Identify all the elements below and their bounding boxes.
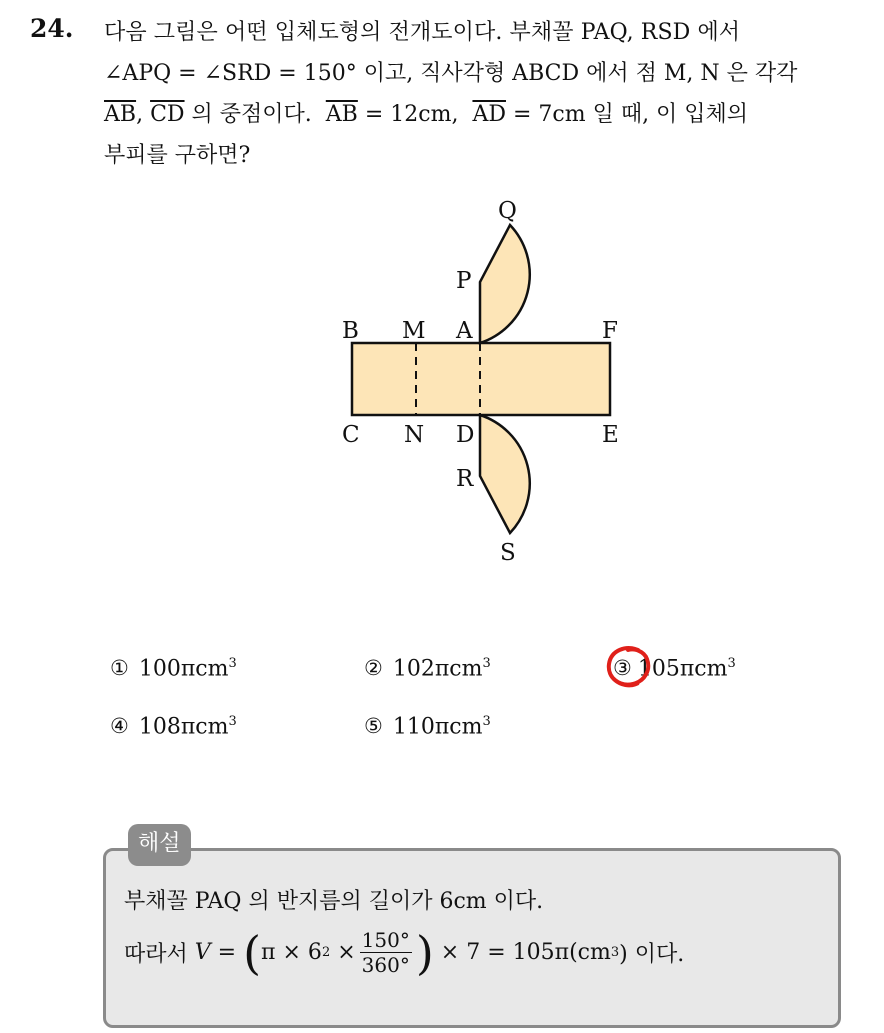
question-line-1: 다음 그림은 어떤 입체도형의 전개도이다. 부채꼴 PAQ, RSD 에서 [104,20,741,45]
sector-paq [480,225,530,343]
label-e: E [602,422,619,448]
solution-line-1: 부채꼴 PAQ 의 반지름의 길이가 6cm 이다. [124,889,544,914]
label-m: M [402,318,426,344]
pi-term: π × 6 [261,940,322,965]
segment-ab-overline-2: $\overline{AB}$ [325,102,358,127]
label-s: S [500,540,516,566]
question-text [104,12,864,176]
choice-2[interactable]: ② 102πcm$^3$ [364,656,491,682]
net-diagram [330,190,630,580]
question-line-4: 부피를 구하면? [104,143,251,168]
ab-length: = 12cm, [357,102,459,127]
solution-prefix: 따라서 [124,942,188,967]
segment-ad-overline: $\overline{AD}$ [472,102,506,127]
left-paren: ( [243,925,262,980]
label-q: Q [498,198,517,224]
label-a: A [456,318,473,344]
right-paren: ) [415,925,434,980]
choice-3[interactable]: ③ 105πcm$^3$ [613,656,736,682]
sector-rsd [480,415,530,533]
label-r: R [456,466,474,492]
choice-4[interactable]: ④ 108πcm$^3$ [110,714,237,740]
fraction-numerator: 150° [361,928,410,952]
solution-end: ) 이다. [619,942,685,967]
choice-1[interactable]: ① 100πcm$^3$ [110,656,237,682]
question-line-2: ∠APQ = ∠SRD = 150° 이고, 직사각형 ABCD 에서 점 M, N 은 각각 [104,61,798,86]
label-b: B [342,318,359,344]
times-sign: × [337,940,356,965]
fraction [360,928,412,977]
result-text: × 7 = 105π(cm [440,940,611,965]
question-number: 24. [30,14,74,43]
fraction-denominator: 360° [361,953,410,977]
label-c: C [342,422,360,448]
label-p: P [456,268,472,294]
label-n: N [404,422,425,448]
solution-line-2 [124,925,685,980]
choice-5[interactable]: ⑤ 110πcm$^3$ [364,714,491,740]
segment-cd-overline: $\overline{CD}$ [150,102,185,127]
volume-variable: V [194,940,211,965]
label-d: D [456,422,475,448]
ad-length: = 7cm 일 때, 이 입체의 [505,102,749,127]
comma: , [136,102,144,127]
solution-tag: 해설 [128,824,191,866]
label-f: F [602,318,618,344]
segment-ab-overline: $\overline{AB}$ [104,102,137,127]
answer-circle-mark [604,644,654,690]
equals-sign: = [217,940,237,965]
midpoint-text: 의 중점이다. [184,102,312,127]
pi-exponent: 2 [321,945,331,960]
question-line-3 [104,94,864,135]
result-exponent: 3 [610,945,620,960]
